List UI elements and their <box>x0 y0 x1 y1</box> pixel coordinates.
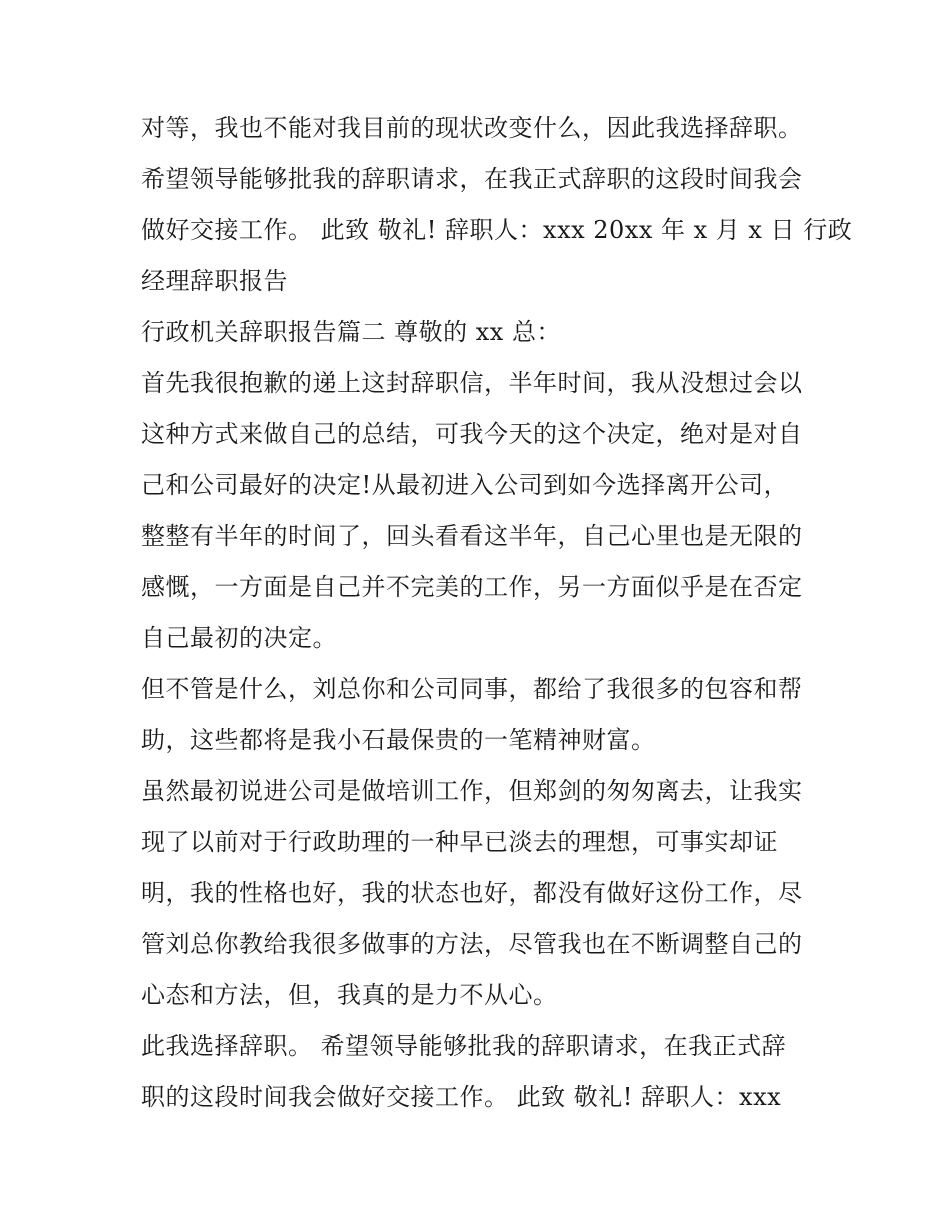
text-line: 做好交接工作。 此致 敬礼! 辞职人：xxx 20xx 年 x 月 x 日 行政 <box>141 216 853 244</box>
text-line: 希望领导能够批我的辞职请求，在我正式辞职的这段时间我会 <box>141 165 803 193</box>
document-body <box>141 103 853 1123</box>
text-line: 感慨，一方面是自己并不完美的工作，另一方面似乎是在否定 <box>141 573 803 601</box>
text-line: 经理辞职报告 <box>141 267 288 295</box>
text-line: 己和公司最好的决定!从最初进入公司到如今选择离开公司， <box>141 471 789 499</box>
text-line: 明，我的性格也好，我的状态也好，都没有做好这份工作，尽 <box>141 879 803 907</box>
text-line: 心态和方法，但，我真的是力不从心。 <box>141 981 558 1009</box>
text-line: 此我选择辞职。 希望领导能够批我的辞职请求，在我正式辞 <box>141 1032 787 1060</box>
text-line: 整整有半年的时间了，回头看看这半年，自己心里也是无限的 <box>141 522 803 550</box>
section-heading-line: 行政机关辞职报告篇二 尊敬的 xx 总： <box>141 318 561 346</box>
text-line: 这种方式来做自己的总结，可我今天的这个决定，绝对是对自 <box>141 420 803 448</box>
text-line: 对等，我也不能对我目前的现状改变什么，因此我选择辞职。 <box>141 114 803 142</box>
text-line: 管刘总你教给我很多做事的方法，尽管我也在不断调整自己的 <box>141 930 803 958</box>
text-line: 自己最初的决定。 <box>141 624 337 652</box>
text-line: 现了以前对于行政助理的一种早已淡去的理想，可事实却证 <box>141 828 778 856</box>
text-line: 但不管是什么，刘总你和公司同事，都给了我很多的包容和帮 <box>141 675 803 703</box>
text-line: 首先我很抱歉的递上这封辞职信，半年时间，我从没想过会以 <box>141 369 803 397</box>
text-line: 虽然最初说进公司是做培训工作，但郑剑的匆匆离去，让我实 <box>141 777 803 805</box>
text-line: 助，这些都将是我小石最保贵的一笔精神财富。 <box>141 726 656 754</box>
text-line: 职的这段时间我会做好交接工作。 此致 敬礼! 辞职人：xxx <box>141 1083 782 1111</box>
